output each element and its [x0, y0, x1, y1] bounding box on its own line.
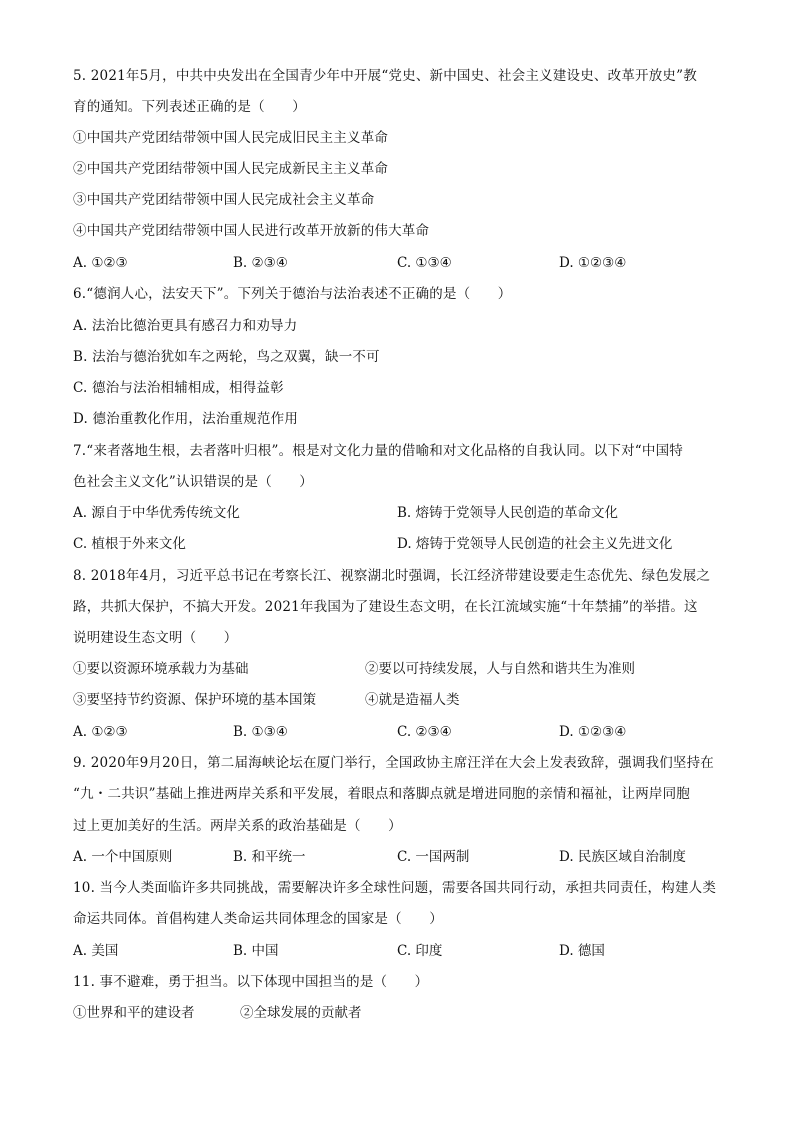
q7-stem-line2: 色社会主义文化”认识错误的是（ ） — [73, 474, 314, 490]
q8-stem-line1: 8. 2018年4月，习近平总书记在考察长江、视察湖北时强调，长江经济带建设要走生态优先、绿色发展之 — [73, 568, 711, 584]
q10-option-d: D. 德国 — [559, 943, 605, 959]
q8-option-b: B. ①③④ — [233, 724, 288, 740]
q9-stem-line2: “九・二共识”基础上推进两岸关系和平发展，着眼点和落脚点就是增进同胞的亲情和福祉，让两岸同胞 — [73, 786, 691, 802]
q5-stem-line1: 5. 2021年5月，中共中央发出在全国青少年中开展“党史、新中国史、社会主义建设史、改革开放史”教 — [73, 68, 697, 84]
q6-option-a: A. 法治比德治更具有感召力和劝导力 — [73, 318, 298, 334]
q9-option-a: A. 一个中国原则 — [73, 849, 173, 865]
q5-option-c: C. ①③④ — [397, 255, 452, 271]
q8-option-c: C. ②③④ — [397, 724, 452, 740]
q5-item-1: ①中国共产党团结带领中国人民完成旧民主主义革命 — [73, 130, 389, 146]
q9-stem-line3: 过上更加美好的生活。两岸关系的政治基础是（ ） — [73, 818, 402, 834]
q9-option-c: C. 一国两制 — [397, 849, 470, 865]
q7-stem-line1: 7.“来者落地生根，去者落叶归根”。根是对文化力量的借喻和对文化品格的自我认同。以下对“中国特 — [73, 443, 683, 459]
q8-stem-line3: 说明建设生态文明（ ） — [73, 630, 238, 646]
q8-item-1: ①要以资源环境承载力为基础 — [73, 661, 249, 677]
q9-option-b: B. 和平统一 — [233, 849, 306, 865]
q5-option-d: D. ①②③④ — [559, 255, 627, 271]
q10-option-a: A. 美国 — [73, 943, 119, 959]
q5-item-4: ④中国共产党团结带领中国人民进行改革开放新的伟大革命 — [73, 223, 430, 239]
q6-stem: 6.“德润人心，法安天下”。下列关于德治与法治表述不正确的是（ ） — [73, 286, 512, 302]
q8-option-d: D. ①②③④ — [559, 724, 627, 740]
q5-item-3: ③中国共产党团结带领中国人民完成社会主义革命 — [73, 192, 375, 208]
q5-option-b: B. ②③④ — [233, 255, 288, 271]
q5-option-a: A. ①②③ — [73, 255, 128, 271]
q6-option-c: C. 德治与法治相辅相成，相得益彰 — [73, 380, 284, 396]
q8-item-4: ④就是造福人类 — [365, 692, 460, 708]
q7-option-c: C. 植根于外来文化 — [73, 536, 186, 552]
q10-option-b: B. 中国 — [233, 943, 279, 959]
q11-item-2: ②全球发展的贡献者 — [240, 1005, 362, 1021]
q9-stem-line1: 9. 2020年9月20日，第二届海峡论坛在厦门举行，全国政协主席汪洋在大会上发表致辞，强调我们坚持在 — [73, 755, 714, 771]
q8-option-a: A. ①②③ — [73, 724, 128, 740]
q5-stem-line2: 育的通知。下列表述正确的是（ ） — [73, 99, 306, 115]
q8-stem-line2: 路，共抓大保护，不搞大开发。2021年我国为了建设生态文明，在长江流域实施“十年禁捕”的举措。这 — [73, 599, 698, 615]
q11-item-1: ①世界和平的建设者 — [73, 1005, 195, 1021]
q7-option-a: A. 源自于中华优秀传统文化 — [73, 505, 240, 521]
q6-option-b: B. 法治与德治犹如车之两轮，鸟之双翼，缺一不可 — [73, 349, 380, 365]
q7-option-d: D. 熔铸于党领导人民创造的社会主义先进文化 — [397, 536, 673, 552]
q10-stem-line2: 命运共同体。首倡构建人类命运共同体理念的国家是（ ） — [73, 911, 443, 927]
q7-option-b: B. 熔铸于党领导人民创造的革命文化 — [397, 505, 619, 521]
q9-option-d: D. 民族区域自治制度 — [559, 849, 686, 865]
q11-stem: 11. 事不避难，勇于担当。以下体现中国担当的是（ ） — [73, 974, 429, 990]
q8-item-3: ③要坚持节约资源、保护环境的基本国策 — [73, 692, 316, 708]
q5-item-2: ②中国共产党团结带领中国人民完成新民主主义革命 — [73, 161, 389, 177]
q10-stem-line1: 10. 当今人类面临许多共同挑战，需要解决许多全球性问题，需要各国共同行动，承担共同责任，构建人类 — [73, 880, 717, 896]
q10-option-c: C. 印度 — [397, 943, 443, 959]
q8-item-2: ②要以可持续发展，人与自然和谐共生为准则 — [365, 661, 635, 677]
q6-option-d: D. 德治重教化作用，法治重规范作用 — [73, 411, 299, 427]
